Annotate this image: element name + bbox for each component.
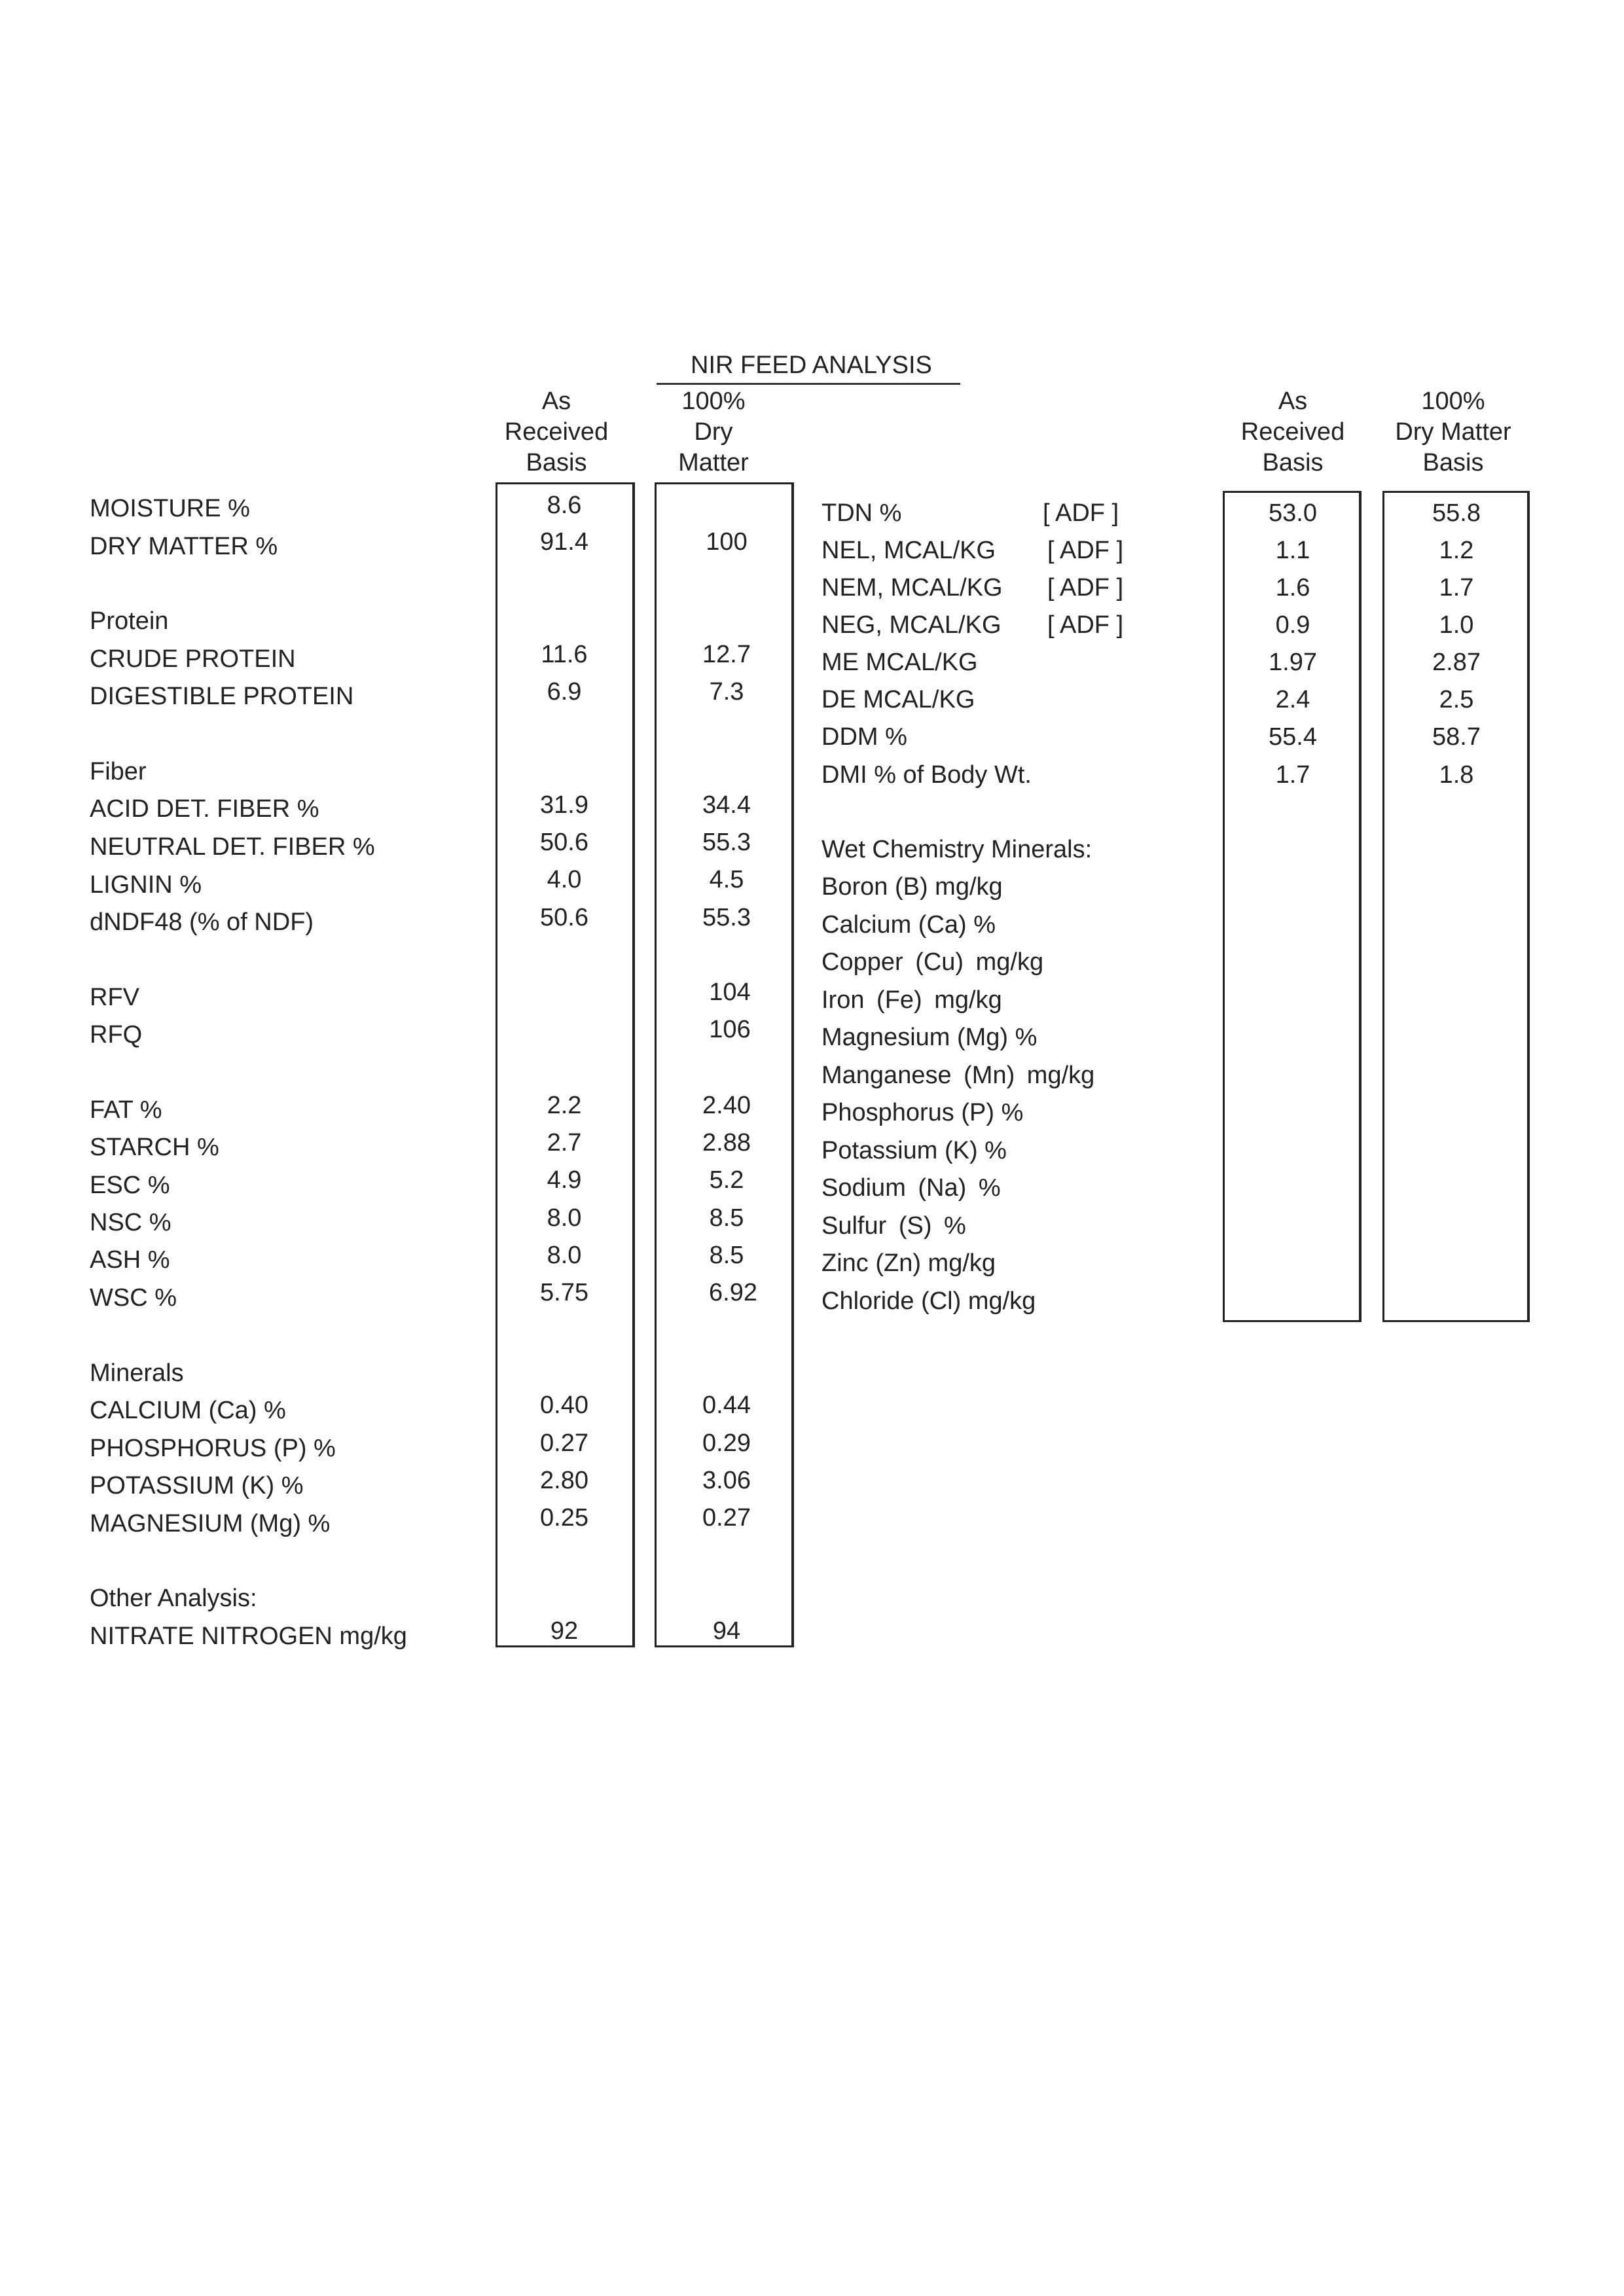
dry-matter-value: 106 xyxy=(709,1016,751,1043)
dry-matter-value: 2.40 xyxy=(702,1092,751,1119)
as-received-value: 2.4 xyxy=(1275,686,1310,713)
row-label: Iron (Fe) mg/kg xyxy=(821,986,1002,1014)
row-label: Calcium (Ca) % xyxy=(821,911,996,939)
row-label: TDN % xyxy=(821,499,902,527)
row-label: STARCH % xyxy=(90,1134,219,1161)
row-label: WSC % xyxy=(90,1284,177,1312)
dry-matter-value: 58.7 xyxy=(1432,723,1481,751)
right-as-received-header: As Received Basis xyxy=(1240,387,1345,476)
as-received-value: 5.75 xyxy=(540,1279,588,1306)
row-label: Sulfur (S) % xyxy=(821,1212,966,1240)
dry-matter-value: 0.44 xyxy=(702,1391,751,1419)
dry-matter-value: 2.88 xyxy=(702,1129,751,1157)
as-received-value: 8.0 xyxy=(547,1204,582,1232)
dry-matter-value: 3.06 xyxy=(702,1467,751,1494)
dry-matter-value: 8.5 xyxy=(709,1204,744,1232)
left-as-received-header: As Received Basis xyxy=(504,387,609,476)
row-label: DRY MATTER % xyxy=(90,533,278,560)
row-label: NSC % xyxy=(90,1209,171,1236)
dry-matter-value: 1.7 xyxy=(1439,574,1474,601)
row-label: POTASSIUM (K) % xyxy=(90,1472,304,1499)
dry-matter-value: 6.92 xyxy=(709,1279,757,1306)
section-label: Protein xyxy=(90,607,169,635)
row-label: RFQ xyxy=(90,1021,143,1049)
row-note: [ ADF ] xyxy=(1047,574,1124,601)
row-note: [ ADF ] xyxy=(1047,537,1124,564)
as-received-value: 0.27 xyxy=(540,1429,588,1457)
row-label: ASH % xyxy=(90,1246,170,1274)
dry-matter-value: 94 xyxy=(712,1617,741,1645)
row-label: DE MCAL/KG xyxy=(821,686,975,713)
dry-matter-value: 0.27 xyxy=(702,1504,751,1532)
row-label: NEUTRAL DET. FIBER % xyxy=(90,833,375,861)
dry-matter-value: 2.5 xyxy=(1439,686,1474,713)
as-received-value: 53.0 xyxy=(1269,499,1317,527)
dry-matter-value: 100 xyxy=(706,528,748,556)
as-received-value: 92 xyxy=(550,1617,579,1645)
row-label: Manganese (Mn) mg/kg xyxy=(821,1062,1095,1089)
dry-matter-value: 1.2 xyxy=(1439,537,1474,564)
row-label: CRUDE PROTEIN xyxy=(90,645,296,673)
as-received-value: 55.4 xyxy=(1269,723,1317,751)
row-label: LIGNIN % xyxy=(90,871,202,899)
as-received-value: 0.25 xyxy=(540,1504,588,1532)
dry-matter-value: 5.2 xyxy=(709,1166,744,1194)
dry-matter-value: 55.3 xyxy=(702,904,751,931)
row-label: Magnesium (Mg) % xyxy=(821,1024,1038,1051)
section-label: Wet Chemistry Minerals: xyxy=(821,836,1092,863)
as-received-value: 0.40 xyxy=(540,1391,588,1419)
as-received-value: 8.6 xyxy=(547,492,582,519)
row-note: [ ADF ] xyxy=(1043,499,1119,527)
as-received-value: 1.97 xyxy=(1269,649,1317,676)
right-dry-matter-header: 100% Dry Matter Basis xyxy=(1395,387,1511,476)
dry-matter-value: 1.0 xyxy=(1439,611,1474,639)
row-label: Potassium (K) % xyxy=(821,1137,1007,1164)
row-label: NEG, MCAL/KG xyxy=(821,611,1001,639)
dry-matter-value: 7.3 xyxy=(709,678,744,706)
row-label: Phosphorus (P) % xyxy=(821,1099,1024,1126)
dry-matter-value: 2.87 xyxy=(1432,649,1481,676)
dry-matter-value: 104 xyxy=(709,978,751,1006)
as-received-value: 2.2 xyxy=(547,1092,582,1119)
section-label: Other Analysis: xyxy=(90,1585,257,1612)
dry-matter-value: 4.5 xyxy=(709,866,744,893)
dry-matter-value: 34.4 xyxy=(702,791,751,819)
as-received-value: 2.7 xyxy=(547,1129,582,1157)
row-label: ACID DET. FIBER % xyxy=(90,795,319,823)
row-label: CALCIUM (Ca) % xyxy=(90,1397,286,1424)
row-label: PHOSPHORUS (P) % xyxy=(90,1435,336,1462)
dry-matter-value: 55.8 xyxy=(1432,499,1481,527)
as-received-value: 8.0 xyxy=(547,1242,582,1269)
row-label: MAGNESIUM (Mg) % xyxy=(90,1510,331,1537)
dry-matter-value: 12.7 xyxy=(702,641,751,668)
row-label: NEL, MCAL/KG xyxy=(821,537,996,564)
as-received-value: 0.9 xyxy=(1275,611,1310,639)
dry-matter-value: 0.29 xyxy=(702,1429,751,1457)
as-received-value: 50.6 xyxy=(540,904,588,931)
as-received-value: 6.9 xyxy=(547,678,582,706)
row-label: NEM, MCAL/KG xyxy=(821,574,1003,601)
as-received-value: 11.6 xyxy=(541,641,588,668)
dry-matter-value: 8.5 xyxy=(709,1242,744,1269)
row-label: FAT % xyxy=(90,1096,162,1124)
row-label: ESC % xyxy=(90,1172,170,1199)
row-label: Boron (B) mg/kg xyxy=(821,873,1003,901)
as-received-value: 1.7 xyxy=(1275,761,1310,789)
row-label: Copper (Cu) mg/kg xyxy=(821,948,1044,976)
section-label: Fiber xyxy=(90,758,147,785)
row-label: Chloride (Cl) mg/kg xyxy=(821,1287,1036,1315)
as-received-value: 91.4 xyxy=(540,528,588,556)
row-label: DDM % xyxy=(821,723,907,751)
row-label: ME MCAL/KG xyxy=(821,649,978,676)
title-underline xyxy=(657,383,960,385)
row-label: Sodium (Na) % xyxy=(821,1174,1001,1202)
as-received-value: 50.6 xyxy=(540,829,588,856)
row-label: NITRATE NITROGEN mg/kg xyxy=(90,1623,407,1650)
row-note: [ ADF ] xyxy=(1047,611,1124,639)
as-received-value: 31.9 xyxy=(540,791,588,819)
row-label: dNDF48 (% of NDF) xyxy=(90,908,314,936)
row-label: DMI % of Body Wt. xyxy=(821,761,1032,789)
as-received-value: 4.9 xyxy=(547,1166,582,1194)
dry-matter-value: 1.8 xyxy=(1439,761,1474,789)
row-label: RFV xyxy=(90,984,139,1011)
row-label: DIGESTIBLE PROTEIN xyxy=(90,683,354,710)
dry-matter-value: 55.3 xyxy=(702,829,751,856)
section-label: Minerals xyxy=(90,1359,184,1387)
as-received-value: 1.1 xyxy=(1275,537,1310,564)
as-received-value: 2.80 xyxy=(540,1467,588,1494)
left-dry-matter-header: 100% Dry Matter xyxy=(678,387,749,476)
row-label: Zinc (Zn) mg/kg xyxy=(821,1249,996,1277)
report-title: NIR FEED ANALYSIS xyxy=(691,351,932,379)
row-label: MOISTURE % xyxy=(90,495,250,522)
as-received-value: 1.6 xyxy=(1275,574,1310,601)
as-received-value: 4.0 xyxy=(547,866,582,893)
